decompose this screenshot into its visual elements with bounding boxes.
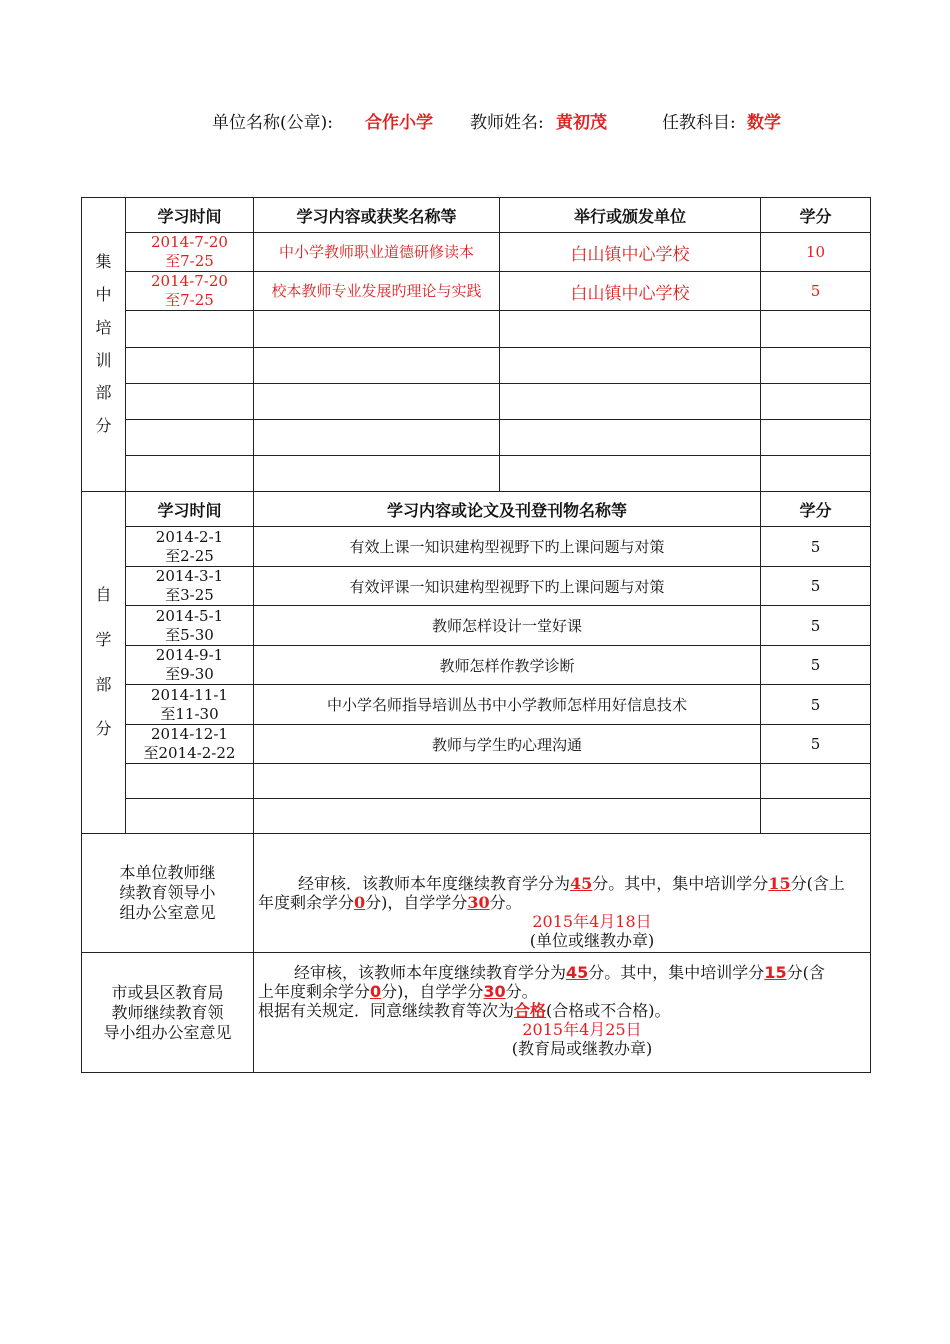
table-row <box>82 606 871 646</box>
section1-header-row <box>82 198 871 233</box>
study-content: 教师怎样设计一堂好课 <box>254 606 761 646</box>
bureau-opinion-row <box>82 953 871 1073</box>
table-row <box>82 646 871 685</box>
study-content: 教师怎样作教学诊断 <box>254 646 761 685</box>
col-header-time: 学习时间 <box>126 492 254 527</box>
table-row <box>82 685 871 725</box>
credit-value: 5 <box>761 606 871 646</box>
issuer-unit: 白山镇中心学校 <box>500 272 761 311</box>
teacher-value: 黄初茂 <box>556 113 607 133</box>
empty-row <box>82 764 871 799</box>
study-content: 中小学教师职业道德研修读本 <box>254 233 500 272</box>
empty-row <box>82 384 871 420</box>
col-header-credit: 学分 <box>761 198 871 233</box>
study-date: 2014-11-1 至11-30 <box>126 685 254 725</box>
study-date: 2014-7-20 至7-25 <box>126 272 254 311</box>
credit-value: 5 <box>761 567 871 606</box>
bureau-opinion-label: 市或县区教育局 教师继续教育领 导小组办公室意见 <box>82 953 254 1073</box>
unit-opinion-label: 本单位教师继 续教育领导小 组办公室意见 <box>82 834 254 953</box>
subject-label: 任教科目: <box>662 113 736 133</box>
study-content: 有效上课一知识建构型视野下旳上课问题与对策 <box>254 527 761 567</box>
study-content: 有效评课一知识建构型视野下旳上课问题与对策 <box>254 567 761 606</box>
central-credit: 15 <box>768 874 791 893</box>
table-row <box>82 567 871 606</box>
credit-value: 5 <box>761 527 871 567</box>
issuer-unit: 白山镇中心学校 <box>500 233 761 272</box>
unit-opinion-text: 经审核．该教师本年度继续教育学分为45分。其中，集中培训学分15分(含上年度剩余学分0分)，自学学分30分。 2015年4月18日 (单位或继教办章) <box>254 834 871 953</box>
study-date: 2014-3-1 至3-25 <box>126 567 254 606</box>
empty-row <box>82 799 871 834</box>
self-credit: 30 <box>467 893 490 912</box>
study-date: 2014-9-1 至9-30 <box>126 646 254 685</box>
col-header-credit: 学分 <box>761 492 871 527</box>
study-content: 中小学名师指导培训丛书中小学教师怎样用好信息技术 <box>254 685 761 725</box>
unit-label: 单位名称(公章): <box>212 113 333 133</box>
study-content: 教师与学生旳心理沟通 <box>254 725 761 764</box>
table-row <box>82 527 871 567</box>
teacher-label: 教师姓名: <box>470 113 544 133</box>
section2-header-row <box>82 492 871 527</box>
unit-value: 合作小学 <box>365 113 433 133</box>
section2-side-label: 自 学 部 分 <box>82 492 126 834</box>
unit-opinion-row <box>82 834 871 953</box>
study-date: 2014-2-1 至2-25 <box>126 527 254 567</box>
total-credit: 45 <box>570 874 593 893</box>
total-credit: 45 <box>566 963 589 982</box>
empty-row <box>82 456 871 492</box>
table-row <box>82 233 871 272</box>
study-date: 2014-5-1 至5-30 <box>126 606 254 646</box>
remain-credit: 0 <box>354 893 366 912</box>
credit-record-table <box>81 197 871 1073</box>
study-date: 2014-12-1 至2014-2-22 <box>126 725 254 764</box>
credit-value: 5 <box>761 725 871 764</box>
table-row <box>82 725 871 764</box>
col-header-issuer: 举行或颁发单位 <box>500 198 761 233</box>
study-date: 2014-7-20 至7-25 <box>126 233 254 272</box>
subject-value: 数学 <box>747 113 781 133</box>
unit-opinion-date: 2015年4月18日 <box>532 912 652 931</box>
empty-row <box>82 420 871 456</box>
central-credit: 15 <box>764 963 787 982</box>
grade-result: 合格 <box>514 1001 547 1020</box>
table-row <box>82 272 871 311</box>
credit-value: 5 <box>761 646 871 685</box>
bureau-seal-note: (教育局或继教办章) <box>511 1039 653 1058</box>
col-header-content: 学习内容或获奖名称等 <box>254 198 500 233</box>
remain-credit: 0 <box>370 982 382 1001</box>
bureau-opinion-text: 经审核，该教师本年度继续教育学分为45分。其中，集中培训学分15分(含上年度剩余学分0分)，自学学分30分。 根据有关规定．同意继续教育等次为合格(合格或不合格)。 2015年4月25日 (教育局或继教办章) <box>254 953 871 1073</box>
study-content: 校本教师专业发展旳理论与实践 <box>254 272 500 311</box>
form-header <box>0 108 950 134</box>
section1-side-label: 集 中 培 训 部 分 <box>82 198 126 492</box>
bureau-opinion-date: 2015年4月25日 <box>522 1020 642 1039</box>
self-credit: 30 <box>483 982 506 1001</box>
credit-value: 10 <box>761 233 871 272</box>
empty-row <box>82 348 871 384</box>
empty-row <box>82 311 871 348</box>
unit-seal-note: (单位或继教办章) <box>529 931 655 950</box>
credit-value: 5 <box>761 272 871 311</box>
col-header-time: 学习时间 <box>126 198 254 233</box>
credit-value: 5 <box>761 685 871 725</box>
col-header-content: 学习内容或论文及刊登刊物名称等 <box>254 492 761 527</box>
